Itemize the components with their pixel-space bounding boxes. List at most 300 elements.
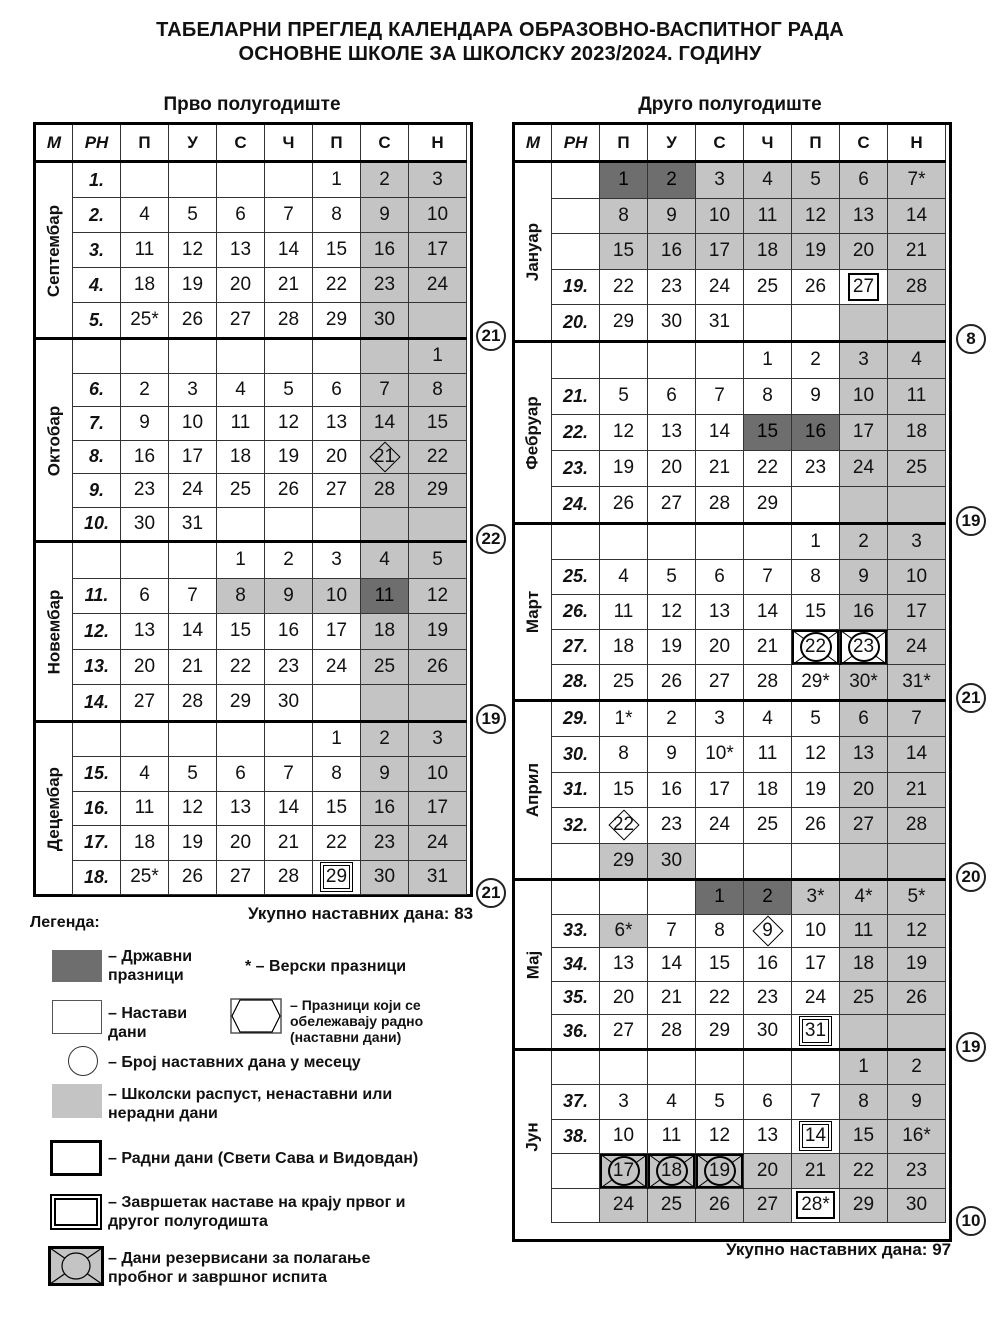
second-day-cell: 28	[696, 487, 744, 523]
second-day-value: 19	[708, 1159, 731, 1181]
second-month-5	[515, 881, 552, 1049]
legend-commemorated-label: Празници који се обележавају радно (наставни дани)	[290, 997, 424, 1045]
second-day-cell: 31	[696, 305, 744, 341]
first-day-cell: 24	[313, 650, 361, 686]
second-day-cell: 28	[744, 665, 792, 700]
first-week-number: 18.	[73, 861, 121, 896]
second-day-cell: 23	[744, 982, 792, 1016]
first-day-cell: 27	[217, 861, 265, 896]
second-day-marker	[704, 1156, 736, 1186]
second-week-number: 31.	[552, 773, 600, 809]
second-day-cell: 17	[696, 773, 744, 809]
first-week-number: 3.	[73, 233, 121, 268]
second-week-number	[552, 163, 600, 199]
first-day-cell: 26	[265, 474, 313, 508]
second-day-cell: 3	[888, 525, 946, 560]
first-week-number: 8.	[73, 441, 121, 475]
second-day-cell	[696, 1154, 744, 1189]
first-day-cell	[217, 163, 265, 198]
second-day-cell: 29	[696, 1015, 744, 1049]
second-day-cell: 13	[600, 948, 648, 982]
first-day-cell: 9	[121, 407, 169, 441]
first-day-cell: 9	[265, 579, 313, 615]
second-day-cell: 29	[600, 844, 648, 880]
second-week-number: 33.	[552, 915, 600, 949]
second-day-cell: 15	[792, 595, 840, 630]
second-semester-total	[726, 1240, 951, 1260]
second-day-cell: 27	[840, 808, 888, 844]
first-day-cell: 13	[121, 614, 169, 650]
first-month-days-count: 21	[476, 321, 506, 351]
second-day-cell: 10	[600, 1120, 648, 1155]
first-day-cell: 6	[313, 374, 361, 408]
first-day-cell: 19	[409, 614, 467, 650]
first-day-cell: 10	[409, 198, 467, 233]
second-day-cell	[600, 343, 648, 379]
second-day-cell: 13	[696, 595, 744, 630]
second-total-label: Укупно наставних дана:	[726, 1240, 928, 1259]
second-day-cell: 16	[840, 595, 888, 630]
second-day-cell: 4	[888, 343, 946, 379]
legend-exams-label: Дани резервисани за полагање пробног и завршног испита	[108, 1250, 371, 1286]
first-day-cell	[409, 508, 467, 542]
second-header-9: Н	[888, 125, 946, 161]
second-day-cell: 14	[888, 737, 946, 773]
first-semester-title: Прво полугодиште	[163, 94, 341, 115]
first-day-cell: 28	[265, 861, 313, 896]
first-month-4	[36, 723, 73, 896]
second-day-cell	[840, 1015, 888, 1049]
first-day-cell: 25	[217, 474, 265, 508]
second-day-cell: 9	[648, 199, 696, 235]
second-day-cell: 18	[600, 630, 648, 665]
page-title-line-2: ОСНОВНЕ ШКОЛЕ ЗА ШКОЛСКУ 2023/2024. ГОДИНУ	[238, 43, 762, 65]
legend-exams-icon	[48, 1246, 104, 1286]
first-day-cell: 6	[121, 579, 169, 615]
second-day-cell: 25	[888, 451, 946, 487]
second-day-cell: 26	[888, 982, 946, 1016]
first-day-value: 29	[325, 866, 348, 888]
page-title-line-1: ТАБЕЛАРНИ ПРЕГЛЕД КАЛЕНДАРА ОБРАЗОВНО-ВАСПИТНОГ РАДА	[156, 19, 844, 41]
first-day-cell: 19	[169, 268, 217, 303]
first-month-name-4: Децембар	[44, 766, 63, 851]
second-day-cell	[600, 525, 648, 560]
second-day-cell: 5	[792, 702, 840, 738]
first-day-cell	[313, 861, 361, 896]
second-day-cell: 21	[744, 630, 792, 665]
first-day-cell	[265, 723, 313, 758]
first-day-cell: 7	[265, 198, 313, 233]
first-month-days-count: 22	[476, 524, 506, 554]
second-day-cell	[648, 881, 696, 915]
first-header-7: П	[313, 125, 361, 161]
first-day-cell: 4	[121, 198, 169, 233]
second-day-marker	[848, 273, 879, 301]
second-day-cell: 7*	[888, 163, 946, 199]
first-month-3	[36, 543, 73, 721]
first-day-cell: 20	[217, 268, 265, 303]
second-month-name-6: Јун	[523, 1122, 542, 1152]
first-month-name-1: Септембар	[44, 204, 63, 297]
first-day-cell: 16	[361, 233, 409, 268]
second-day-cell: 21	[648, 982, 696, 1016]
second-day-cell: 7	[648, 915, 696, 949]
first-day-cell: 5	[409, 543, 467, 579]
first-day-cell: 10	[313, 579, 361, 615]
second-day-cell: 11	[840, 915, 888, 949]
second-day-cell: 11	[648, 1120, 696, 1155]
second-month-days-count: 21	[956, 683, 986, 713]
second-day-cell	[696, 1051, 744, 1086]
first-day-cell: 1	[217, 543, 265, 579]
legend-break-text: – Школски распуст, ненаставни или нерадни дани	[108, 1086, 393, 1122]
first-day-cell: 27	[217, 303, 265, 338]
legend-count-label: Број наставних дана у месецу	[121, 1054, 361, 1071]
second-header-8: С	[840, 125, 888, 161]
second-day-marker	[752, 915, 784, 947]
first-day-cell: 24	[409, 826, 467, 861]
second-day-cell: 5	[648, 560, 696, 595]
first-day-cell: 10	[169, 407, 217, 441]
first-day-cell	[217, 723, 265, 758]
second-day-cell: 5*	[888, 881, 946, 915]
second-day-cell	[840, 630, 888, 665]
first-header-5: С	[217, 125, 265, 161]
first-day-cell: 8	[217, 579, 265, 615]
second-day-cell: 16	[648, 234, 696, 270]
second-day-cell	[744, 1051, 792, 1086]
first-day-cell: 30	[265, 685, 313, 721]
first-day-cell: 17	[313, 614, 361, 650]
second-week-number	[552, 881, 600, 915]
second-day-cell: 12	[696, 1120, 744, 1155]
second-day-cell	[744, 305, 792, 341]
second-month-1	[515, 163, 552, 341]
second-day-cell: 6	[744, 1085, 792, 1120]
first-total-label: Укупно наставних дана:	[248, 904, 450, 923]
first-day-cell: 22	[217, 650, 265, 686]
second-day-cell: 4	[744, 702, 792, 738]
second-day-cell: 4	[744, 163, 792, 199]
second-day-cell: 30	[888, 1189, 946, 1224]
second-day-cell: 5	[792, 163, 840, 199]
second-month-name-5: Мај	[522, 950, 542, 980]
second-day-cell: 19	[792, 773, 840, 809]
first-week-number	[73, 723, 121, 758]
second-day-cell: 22	[600, 270, 648, 306]
legend-state-swatch	[52, 950, 102, 982]
second-day-cell	[888, 844, 946, 880]
first-day-cell: 28	[169, 685, 217, 721]
second-day-cell: 13	[840, 737, 888, 773]
first-total-value: 83	[454, 904, 474, 923]
first-day-cell: 10	[409, 757, 467, 792]
first-day-cell	[265, 340, 313, 374]
first-day-cell: 1	[313, 163, 361, 198]
first-day-cell: 8	[313, 757, 361, 792]
second-day-marker	[800, 632, 832, 662]
second-day-cell	[792, 305, 840, 341]
second-day-cell: 6*	[600, 915, 648, 949]
second-day-cell: 11	[744, 199, 792, 235]
second-day-cell: 31*	[888, 665, 946, 700]
second-day-cell: 10	[840, 379, 888, 415]
second-day-cell: 1*	[600, 702, 648, 738]
first-day-cell: 12	[169, 792, 217, 827]
first-day-cell: 18	[121, 268, 169, 303]
first-day-cell: 26	[409, 650, 467, 686]
first-day-cell: 5	[265, 374, 313, 408]
second-week-number: 22.	[552, 415, 600, 451]
second-header-1: М	[515, 125, 552, 161]
first-day-cell: 1	[409, 340, 467, 374]
second-day-cell	[600, 1051, 648, 1086]
first-day-cell: 11	[361, 579, 409, 615]
second-day-cell: 7	[792, 1085, 840, 1120]
second-day-cell: 2	[744, 881, 792, 915]
second-week-number: 37.	[552, 1085, 600, 1120]
second-day-marker	[608, 1156, 640, 1186]
second-day-cell: 21	[696, 451, 744, 487]
second-month-name-2: Фебруар	[523, 395, 543, 470]
first-day-cell: 25*	[121, 861, 169, 896]
second-day-cell: 19	[888, 948, 946, 982]
second-day-value: 27	[852, 275, 875, 297]
first-day-cell	[409, 303, 467, 338]
second-day-cell: 24	[696, 270, 744, 306]
second-day-cell: 8	[696, 915, 744, 949]
second-day-cell: 23	[792, 451, 840, 487]
second-day-cell	[888, 487, 946, 523]
second-day-cell: 11	[744, 737, 792, 773]
first-header-3: П	[121, 125, 169, 161]
first-day-cell: 7	[265, 757, 313, 792]
second-day-marker	[799, 1016, 832, 1046]
first-month-name-3: Новембар	[44, 589, 63, 675]
second-month-days-count: 19	[956, 1032, 986, 1062]
second-day-value: 31	[804, 1020, 827, 1042]
second-day-cell	[648, 343, 696, 379]
first-day-cell: 19	[169, 826, 217, 861]
first-day-cell: 15	[409, 407, 467, 441]
first-day-cell: 14	[265, 792, 313, 827]
second-week-number	[552, 525, 600, 560]
second-day-cell: 9	[840, 560, 888, 595]
second-week-number	[552, 1051, 600, 1086]
second-month-2	[515, 343, 552, 523]
second-day-cell: 16	[648, 773, 696, 809]
first-month-days-count: 19	[476, 704, 506, 734]
first-day-cell: 15	[313, 792, 361, 827]
first-day-cell	[361, 441, 409, 475]
first-day-marker	[320, 862, 353, 892]
first-day-marker	[369, 441, 401, 473]
first-day-cell: 2	[265, 543, 313, 579]
second-day-cell: 15	[600, 773, 648, 809]
first-day-cell: 17	[409, 233, 467, 268]
second-day-cell: 1	[840, 1051, 888, 1086]
second-day-cell: 18	[744, 234, 792, 270]
first-day-cell: 15	[313, 233, 361, 268]
first-day-cell: 6	[217, 198, 265, 233]
second-week-number: 26.	[552, 595, 600, 630]
first-day-cell: 23	[121, 474, 169, 508]
second-day-cell	[888, 1015, 946, 1049]
first-week-number: 2.	[73, 198, 121, 233]
first-day-cell: 27	[313, 474, 361, 508]
first-day-cell: 4	[121, 757, 169, 792]
second-day-cell: 9	[792, 379, 840, 415]
second-week-number: 27.	[552, 630, 600, 665]
second-day-cell	[792, 1015, 840, 1049]
first-day-cell: 22	[409, 441, 467, 475]
second-day-cell: 28	[888, 270, 946, 306]
second-day-cell	[696, 844, 744, 880]
first-day-cell: 16	[265, 614, 313, 650]
second-day-cell: 20	[648, 451, 696, 487]
second-week-number	[552, 1154, 600, 1189]
first-day-cell: 29	[409, 474, 467, 508]
second-day-cell: 21	[792, 1154, 840, 1189]
first-day-cell: 25	[361, 650, 409, 686]
first-day-cell: 16	[361, 792, 409, 827]
second-day-cell: 20	[840, 234, 888, 270]
first-day-cell: 23	[265, 650, 313, 686]
second-semester-title: Друго полугодиште	[638, 94, 822, 115]
first-day-cell	[217, 508, 265, 542]
first-day-cell: 1	[313, 723, 361, 758]
first-week-number: 17.	[73, 826, 121, 861]
second-day-marker	[848, 632, 880, 662]
second-day-cell: 27	[696, 665, 744, 700]
second-day-marker	[608, 809, 640, 841]
second-day-cell	[840, 844, 888, 880]
second-day-cell: 8	[600, 199, 648, 235]
second-day-cell: 12	[648, 595, 696, 630]
first-day-cell: 8	[313, 198, 361, 233]
second-day-cell	[888, 305, 946, 341]
second-day-cell: 26	[648, 665, 696, 700]
second-day-cell: 20	[744, 1154, 792, 1189]
second-day-cell: 26	[792, 808, 840, 844]
first-day-cell: 2	[361, 723, 409, 758]
second-day-cell: 12	[600, 415, 648, 451]
second-day-cell: 28	[648, 1015, 696, 1049]
second-day-value: 22	[804, 635, 827, 657]
second-day-cell: 11	[888, 379, 946, 415]
first-day-cell: 21	[169, 650, 217, 686]
second-day-cell	[840, 487, 888, 523]
second-day-cell: 30	[648, 844, 696, 880]
second-header-6: Ч	[744, 125, 792, 161]
first-day-cell: 25*	[121, 303, 169, 338]
first-day-cell: 5	[169, 198, 217, 233]
second-day-cell	[744, 915, 792, 949]
second-day-cell: 5	[696, 1085, 744, 1120]
first-day-cell	[313, 508, 361, 542]
first-week-number: 5.	[73, 303, 121, 338]
second-day-cell: 15	[600, 234, 648, 270]
first-header-9: Н	[409, 125, 467, 161]
second-day-value: 14	[804, 1125, 827, 1147]
first-week-number: 11.	[73, 579, 121, 615]
second-day-cell: 19	[792, 234, 840, 270]
second-day-marker	[796, 1191, 835, 1219]
first-day-cell	[217, 340, 265, 374]
legend-working-text: – Радни дани (Свети Сава и Видовдан)	[108, 1150, 419, 1167]
first-day-cell: 17	[409, 792, 467, 827]
legend-religious-text: * – Верски празници	[245, 958, 407, 975]
second-day-cell: 23	[648, 270, 696, 306]
second-header-2: РН	[552, 125, 600, 161]
second-day-cell: 6	[840, 163, 888, 199]
first-day-cell: 4	[361, 543, 409, 579]
second-day-cell: 29*	[792, 665, 840, 700]
second-day-cell	[744, 844, 792, 880]
second-day-cell: 18	[744, 773, 792, 809]
second-day-cell: 25	[744, 808, 792, 844]
legend-break-label: Школски распуст, ненаставни или нерадни дани	[108, 1086, 393, 1122]
second-month-4	[515, 702, 552, 880]
first-day-cell: 31	[409, 861, 467, 896]
second-day-value: 9	[762, 919, 773, 941]
first-day-cell: 2	[361, 163, 409, 198]
second-week-number: 34.	[552, 948, 600, 982]
first-day-cell: 30	[121, 508, 169, 542]
first-day-cell	[169, 723, 217, 758]
second-day-cell: 14	[648, 948, 696, 982]
second-day-cell: 17	[696, 234, 744, 270]
first-day-cell: 3	[169, 374, 217, 408]
second-day-cell: 18	[840, 948, 888, 982]
second-week-number	[552, 1189, 600, 1224]
second-day-cell	[792, 630, 840, 665]
second-day-cell: 14	[744, 595, 792, 630]
first-day-cell: 8	[409, 374, 467, 408]
second-day-cell	[648, 525, 696, 560]
legend-teaching-text: – Настави дани	[108, 1005, 188, 1041]
first-day-cell: 9	[361, 757, 409, 792]
second-day-cell: 2	[792, 343, 840, 379]
second-day-cell: 8	[600, 737, 648, 773]
first-day-cell: 26	[169, 861, 217, 896]
second-day-cell: 6	[840, 702, 888, 738]
second-day-cell: 13	[648, 415, 696, 451]
second-week-number	[552, 343, 600, 379]
first-day-cell: 12	[265, 407, 313, 441]
first-week-number: 6.	[73, 374, 121, 408]
second-day-cell: 20	[696, 630, 744, 665]
second-day-cell	[792, 1189, 840, 1224]
first-day-cell: 18	[121, 826, 169, 861]
second-day-cell	[792, 1051, 840, 1086]
first-day-cell: 7	[361, 374, 409, 408]
first-day-cell	[169, 543, 217, 579]
first-header-4: У	[169, 125, 217, 161]
second-day-cell: 17	[888, 595, 946, 630]
first-day-cell: 3	[313, 543, 361, 579]
first-day-cell: 22	[313, 826, 361, 861]
second-day-cell: 24	[840, 451, 888, 487]
first-day-cell: 13	[217, 233, 265, 268]
first-day-cell	[361, 685, 409, 721]
second-month-days-count: 19	[956, 506, 986, 536]
first-month-days-count: 21	[476, 878, 506, 908]
second-day-cell	[792, 1120, 840, 1155]
first-day-cell	[361, 508, 409, 542]
first-day-cell	[121, 340, 169, 374]
second-day-cell: 1	[696, 881, 744, 915]
